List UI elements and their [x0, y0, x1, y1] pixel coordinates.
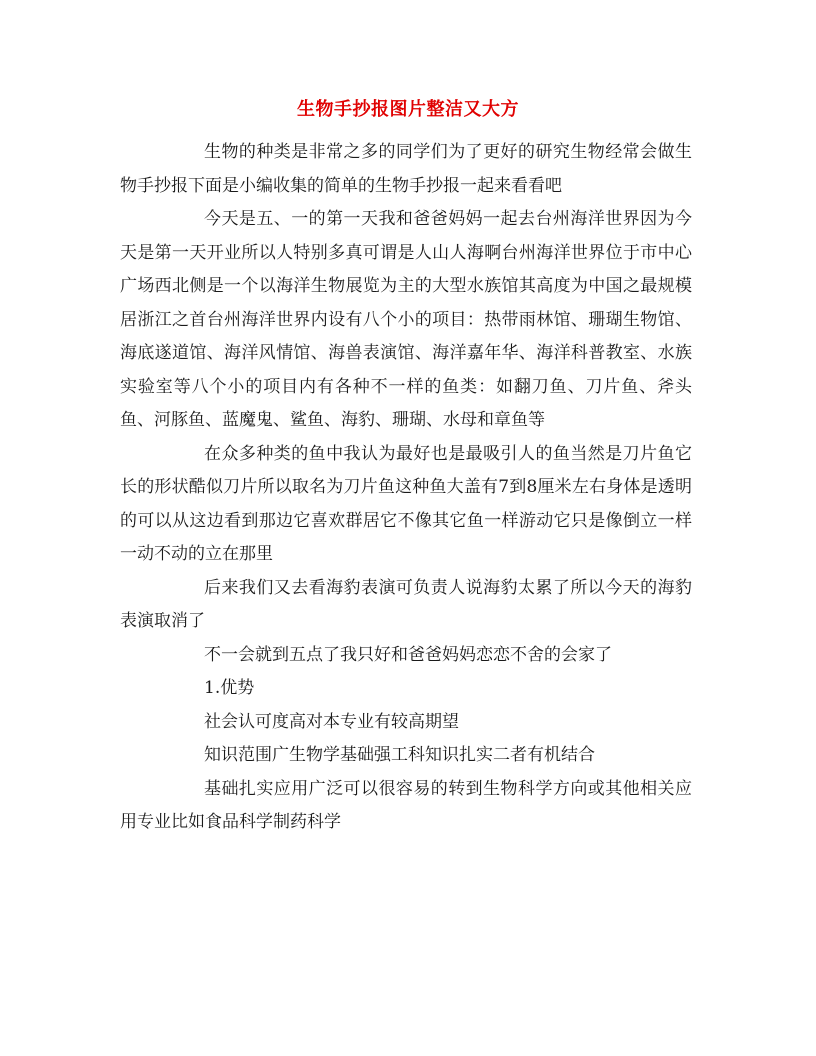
paragraph-intro: 生物的种类是非常之多的同学们为了更好的研究生物经常会做生物手抄报下面是小编收集的简单的生物手抄报一起来看看吧 [120, 142, 692, 196]
document-body [120, 136, 692, 840]
paragraph-ocean-world: 今天是五、一的第一天我和爸爸妈妈一起去台州海洋世界因为今天是第一天开业所以人特别多真可谓是人山人海啊台州海洋世界位于市中心广场西北侧是一个以海洋生物展览为主的大型水族馆其高度为中国之最规模居浙江之首台州海洋世界内设有八个小的项目：热带雨林馆、珊瑚生物馆、海底遂道馆、海洋风情馆、海兽表演馆、海洋嘉年华、海洋科普教室、水族实验室等八个小的项目内有各种不一样的鱼类：如翻刀鱼、刀片鱼、斧头鱼、河豚鱼、蓝魔鬼、鲨鱼、海豹、珊瑚、水母和章鱼等 [120, 209, 692, 430]
paragraph-advantage-2: 知识范围广生物学基础强工科知识扎实二者有机结合 [204, 745, 595, 765]
paragraph-seal-show: 后来我们又去看海豹表演可负责人说海豹太累了所以今天的海豹表演取消了 [120, 577, 692, 631]
page-title: 生物手抄报图片整洁又大方 [297, 99, 519, 120]
paragraph-advantage-3: 基础扎实应用广泛可以很容易的转到生物科学方向或其他相关应用专业比如食品科学制药科学 [120, 778, 692, 832]
paragraph-advantage-heading: 1.优势 [204, 678, 255, 698]
paragraph-going-home: 不一会就到五点了我只好和爸爸妈妈恋恋不舍的会家了 [204, 644, 612, 665]
paragraph-blade-fish: 在众多种类的鱼中我认为最好也是最吸引人的鱼当然是刀片鱼它长的形状酷似刀片所以取名为刀片鱼这种鱼大盖有7到8厘米左右身体是透明的可以从这边看到那边它喜欢群居它不像其它鱼一样游动它只是像倒立一样一动不动的立在那里 [120, 443, 692, 564]
paragraph-advantage-1: 社会认可度高对本专业有较高期望 [204, 711, 459, 732]
